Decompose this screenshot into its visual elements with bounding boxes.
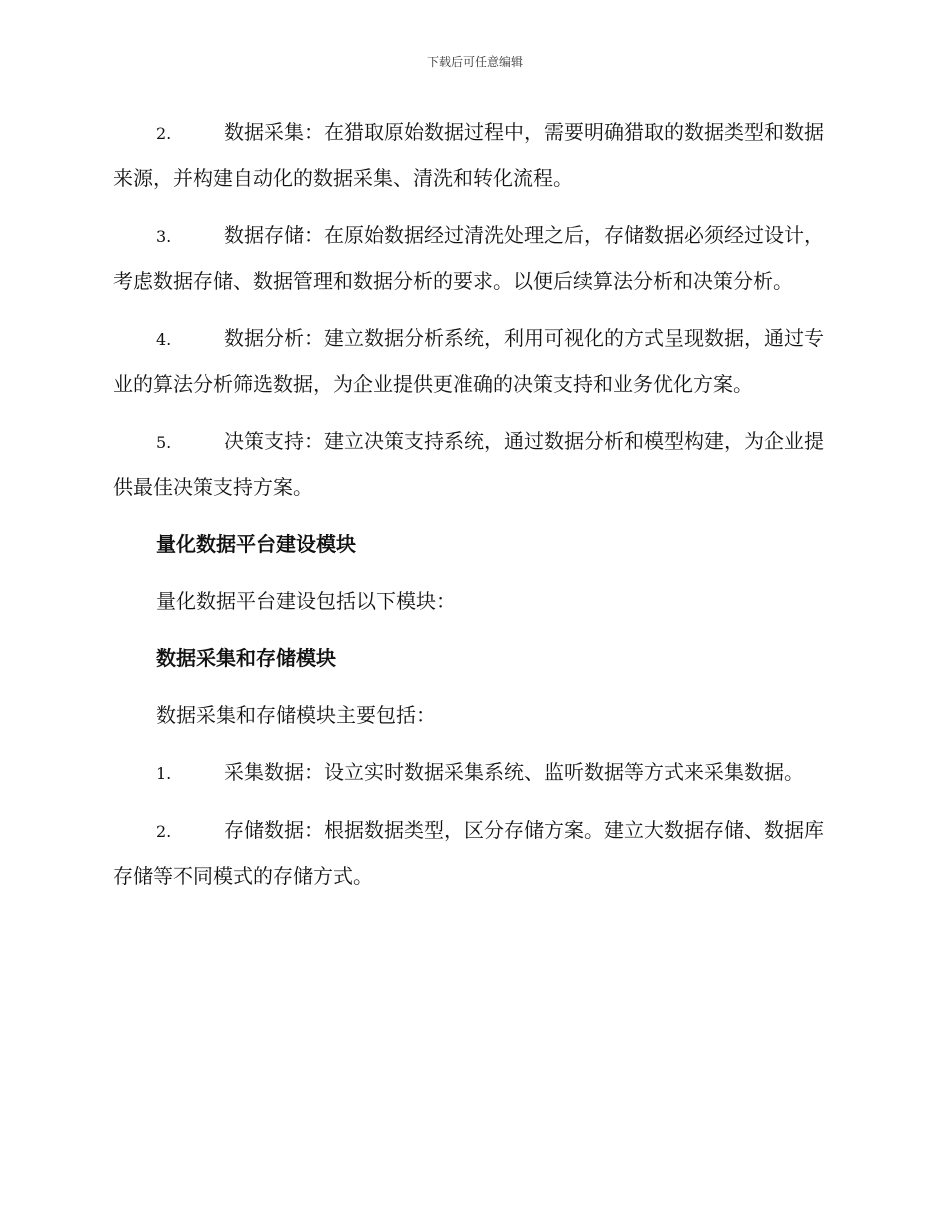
- list-number: 5.: [156, 433, 172, 452]
- list-item: [113, 808, 835, 899]
- list-number: 3.: [156, 227, 172, 246]
- list-text: 数据采集：在猎取原始数据过程中，需要明确猎取的数据类型和数据来源，并构建自动化的数据采集、清洗和转化流程。: [113, 120, 824, 190]
- list-number: 1.: [156, 764, 172, 783]
- list-text: 数据存储：在原始数据经过清洗处理之后，存储数据必须经过设计，考虑数据存储、数据管理和数据分析的要求。以便后续算法分析和决策分析。: [113, 223, 824, 293]
- page-header: 下载后可任意编辑: [426, 55, 523, 69]
- section-intro: 量化数据平台建设包括以下模块：: [156, 589, 456, 613]
- list-item: [113, 110, 835, 201]
- list-number: 4.: [156, 330, 172, 349]
- list-text: 存储数据：根据数据类型，区分存储方案。建立大数据存储、数据库存储等不同模式的存储方式。: [113, 818, 824, 888]
- list-item: [113, 316, 835, 407]
- list-item: [113, 213, 835, 304]
- list-number: 2.: [156, 124, 172, 143]
- section-intro: 数据采集和存储模块主要包括：: [156, 703, 436, 727]
- document-body: [113, 110, 835, 911]
- section-heading: 量化数据平台建设模块: [156, 532, 356, 556]
- list-number: 2.: [156, 822, 172, 841]
- list-text: 采集数据：设立实时数据采集系统、监听数据等方式来采集数据。: [224, 760, 804, 784]
- section-heading: 数据采集和存储模块: [156, 646, 336, 670]
- list-text: 决策支持：建立决策支持系统，通过数据分析和模型构建，为企业提供最佳决策支持方案。: [113, 429, 824, 499]
- list-item: [113, 419, 835, 510]
- list-text: 数据分析：建立数据分析系统，利用可视化的方式呈现数据，通过专业的算法分析筛选数据，为企业提供更准确的决策支持和业务优化方案。: [113, 326, 824, 396]
- list-item: [113, 750, 835, 796]
